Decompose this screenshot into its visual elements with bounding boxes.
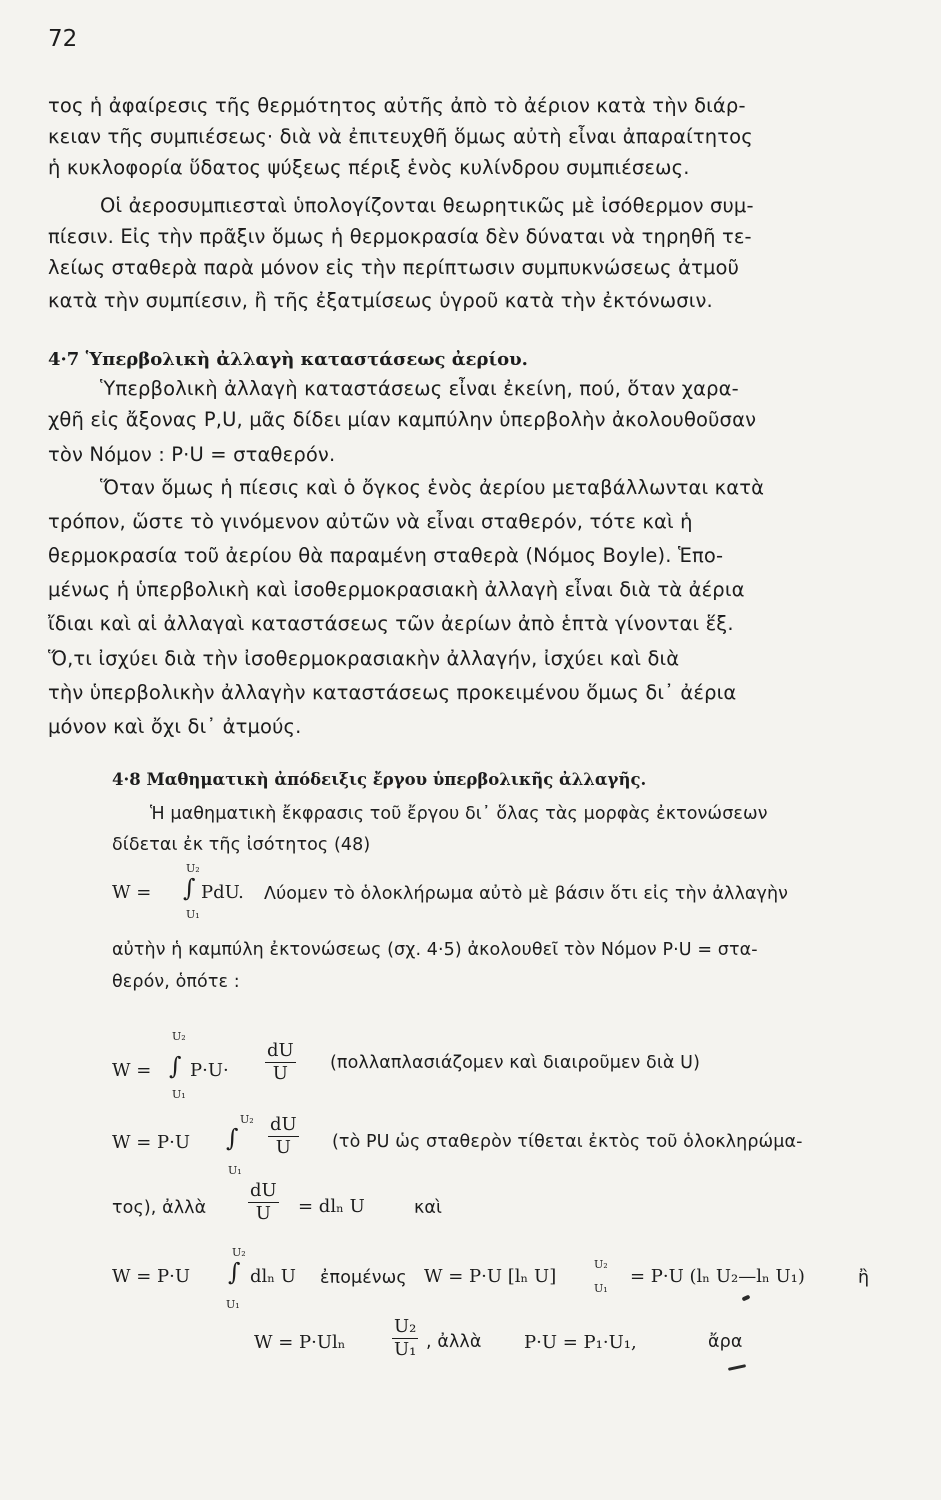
equation-lhs: W =	[112, 1060, 152, 1081]
equation-rhs: P·U = P₁·U₁,	[524, 1332, 637, 1353]
text-line: χθῆ εἰς ἄξονας P,U, μᾶς δίδει μίαν καμπύλην ὑπερβολὴν ἀκολουθοῦσαν	[48, 408, 757, 431]
text-line: αὐτὴν ἡ καμπύλη ἐκτονώσεως (σχ. 4·5) ἀκολουθεῖ τὸν Νόμον P·U = στα-	[112, 940, 758, 960]
text-line: Λύομεν τὸ ὁλοκλήρωμα αὐτὸ μὲ βάσιν ὅτι εἰς τὴν ἀλλαγὴν	[264, 884, 789, 904]
integral-lower-limit: U₁	[172, 1088, 186, 1101]
text-line: τὴν ὑπερβολικὴν ἀλλαγὴν καταστάσεως προκειμένου ὅμως δι᾽ ἀέρια	[48, 681, 737, 704]
text-line: τὸν Νόμον : P·U = σταθερόν.	[48, 443, 336, 466]
text-line: ἐπομένως	[320, 1268, 407, 1288]
text-line: Οἱ ἀεροσυμπιεσταὶ ὑπολογίζονται θεωρητικῶς μὲ ἰσόθερμον συμ-	[100, 194, 754, 217]
page-number: 72	[48, 26, 78, 52]
integral-upper-limit: U₂	[232, 1246, 246, 1259]
text-line: ἄρα	[708, 1332, 743, 1352]
text-line: ἢ	[858, 1268, 870, 1288]
fraction	[265, 1040, 296, 1085]
equation-lhs: W = P·U	[112, 1132, 191, 1153]
text-line: μένως ἡ ὑπερβολικὴ καὶ ἰσοθερμοκρασιακὴ ἀλλαγὴ εἶναι διὰ τὰ ἀέρια	[48, 578, 745, 601]
fraction	[248, 1180, 279, 1225]
ink-mark	[742, 1294, 751, 1301]
integral-sign: ∫	[226, 1124, 239, 1152]
equation-note: (πολλαπλασιάζομεν καὶ διαιροῦμεν διὰ U)	[330, 1053, 701, 1073]
equation-integrand: PdU.	[201, 882, 244, 903]
integral-lower-limit: U₁	[226, 1298, 240, 1311]
section-heading: 4·7 Ὑπερβολικὴ ἀλλαγὴ καταστάσεως ἀερίου.	[48, 349, 528, 370]
integral-sign: ∫	[183, 874, 196, 902]
text-line: τρόπον, ὥστε τὸ γινόμενον αὐτῶν νὰ εἶναι σταθερόν, τότε καὶ ἡ	[48, 510, 693, 533]
text-line: θερμοκρασία τοῦ ἀερίου θὰ παραμένη σταθερὰ (Νόμος Boyle). Ἑπο-	[48, 544, 724, 567]
integral-upper-limit: U₂	[172, 1030, 186, 1043]
equation-integrand: P·U·	[190, 1060, 229, 1081]
equation-lhs: W = P·U	[112, 1266, 191, 1287]
bracket-superscript: U₂	[594, 1258, 608, 1271]
text-line: Ἡ μαθηματικὴ ἔκφρασις τοῦ ἔργου δι᾽ ὅλας τὰς μορφὰς ἐκτονώσεων	[150, 804, 768, 824]
text-line: λείως σταθερὰ παρὰ μόνον εἰς τὴν περίπτωσιν συμπυκνώσεως ἀτμοῦ	[48, 256, 740, 279]
equation-rhs: = P·U (lₙ U₂—lₙ U₁)	[630, 1266, 805, 1287]
equation-integrand: dlₙ U	[250, 1266, 296, 1287]
text-line: δίδεται ἐκ τῆς ἰσότητος (48)	[112, 835, 371, 855]
fraction-numerator: U₂	[394, 1316, 417, 1337]
ink-mark	[728, 1364, 746, 1371]
text-line: καὶ	[414, 1198, 443, 1218]
section-heading: 4·8 Μαθηματικὴ ἀπόδειξις ἔργου ὑπερβολικῆς ἀλλαγῆς.	[112, 770, 647, 789]
text-line: κειαν τῆς συμπιέσεως· διὰ νὰ ἐπιτευχθῆ ὅμως αὐτὴ εἶναι ἀπαραίτητος	[48, 125, 753, 148]
fraction	[392, 1316, 418, 1361]
text-line: τος), ἀλλὰ	[112, 1198, 207, 1218]
fraction-denominator: U	[255, 1203, 271, 1224]
text-line: κατὰ τὴν συμπίεσιν, ἢ τῆς ἐξατμίσεως ὑγροῦ κατὰ τὴν ἐκτόνωσιν.	[48, 289, 713, 312]
integral-sign: ∫	[169, 1052, 182, 1080]
equation-note: (τὸ PU ὡς σταθερὸν τίθεται ἐκτὸς τοῦ ὁλοκληρώμα-	[332, 1132, 803, 1152]
text-line: πίεσιν. Εἰς τὴν πρᾶξιν ὅμως ἡ θερμοκρασία δὲν δύναται νὰ τηρηθῆ τε-	[48, 225, 752, 248]
fraction	[268, 1114, 299, 1159]
equation-lhs: W = P·Ulₙ	[254, 1332, 346, 1353]
equation-rhs: = dlₙ U	[298, 1196, 365, 1217]
text-line: ἴδιαι καὶ αἱ ἀλλαγαὶ καταστάσεως τῶν ἀερίων ἀπὸ ἑπτὰ γίνονται ἕξ.	[48, 612, 734, 635]
text-line: Ὅταν ὅμως ἡ πίεσις καὶ ὁ ὄγκος ἑνὸς ἀερίου μεταβάλλωνται κατὰ	[100, 476, 765, 499]
text-line: μόνον καὶ ὄχι δι᾽ ἀτμούς.	[48, 715, 302, 738]
fraction-denominator: U	[272, 1063, 288, 1084]
text-line: , ἀλλὰ	[426, 1332, 482, 1352]
text-line: θερόν, ὁπότε :	[112, 972, 240, 992]
fraction-numerator: dU	[270, 1114, 297, 1135]
text-line: Ὅ,τι ἰσχύει διὰ τὴν ἰσοθερμοκρασιακὴν ἀλλαγήν, ἰσχύει καὶ διὰ	[48, 647, 680, 670]
text-line: Ὑπερβολικὴ ἀλλαγὴ καταστάσεως εἶναι ἐκείνη, πού, ὅταν χαρα-	[100, 377, 739, 400]
text-line: ἡ κυκλοφορία ὕδατος ψύξεως πέριξ ἑνὸς κυλίνδρου συμπιέσεως.	[48, 156, 690, 179]
fraction-numerator: dU	[267, 1040, 294, 1061]
integral-lower-limit: U₁	[186, 908, 200, 921]
integral-upper-limit: U₂	[240, 1113, 254, 1126]
text-line: τος ἡ ἀφαίρεσις τῆς θερμότητος αὐτῆς ἀπὸ τὸ ἀέριον κατὰ τὴν διάρ-	[48, 94, 746, 117]
fraction-numerator: dU	[250, 1180, 277, 1201]
fraction-denominator: U	[275, 1137, 291, 1158]
integral-lower-limit: U₁	[228, 1164, 242, 1177]
integral-sign: ∫	[228, 1258, 241, 1286]
equation-expression: W = P·U [lₙ U]	[424, 1266, 557, 1287]
fraction-denominator: U₁	[394, 1339, 417, 1360]
integral-upper-limit: U₂	[186, 862, 200, 875]
equation-lhs: W =	[112, 882, 152, 903]
bracket-subscript: U₁	[594, 1282, 608, 1295]
